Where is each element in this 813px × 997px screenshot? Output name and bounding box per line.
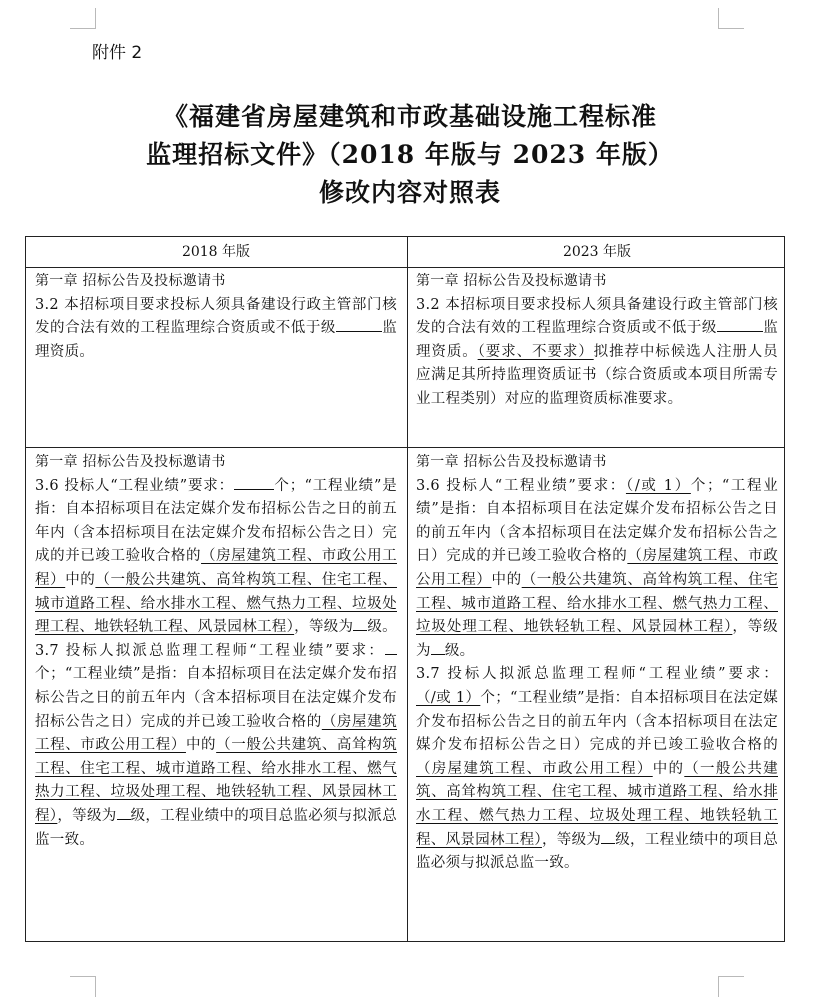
clause-text: 3.7 投标人拟派总监理工程师“工程业绩”要求：	[416, 666, 778, 683]
clause-text: 级。	[444, 642, 475, 659]
clause-text: 3.2 本招标项目要求投标人须具备建设行政主管部门核发的合法有效的工程监理综合资质或不低于级	[416, 296, 778, 337]
header-2023: 2023 年版	[562, 244, 632, 260]
crop-mark	[95, 8, 96, 28]
blank-field	[117, 805, 131, 820]
crop-mark	[95, 976, 96, 997]
blank-field	[385, 640, 397, 655]
row-divider	[26, 447, 784, 448]
clause-text: 个；“工程业绩”是指：自本招标项目在法定媒介发布招标公告之日的前五年内（含本招标项目在法定媒介发布招标公告之日）完成的并已竣工验收合格的	[416, 477, 778, 565]
crop-mark	[70, 976, 96, 977]
clause-text: ，等级为	[541, 831, 602, 848]
clause-text: 级，工程业绩中的项目总监必须与拟派总监一致。	[35, 807, 397, 848]
section-heading: 第一章 招标公告及投标邀请书	[35, 454, 226, 470]
clause-3-7	[416, 663, 778, 875]
underlined-text: （一般公共建筑、高耸构筑工程、住宅工程、城市道路工程、给水排水工程、燃气热力工程、垃圾处理工程、地铁轻轨工程、风景园林工程）	[35, 571, 398, 636]
underlined-text: （房屋建筑工程、市政公用工程）	[35, 713, 398, 754]
underlined-text: （房屋建筑工程、市政公用工程）	[35, 548, 397, 588]
section-heading: 第一章 招标公告及投标邀请书	[416, 454, 607, 470]
underlined-text: （要求、不要求）	[477, 343, 594, 360]
document-title	[120, 98, 700, 212]
underlined-text: （一般公共建筑、高耸构筑工程、住宅工程、城市道路工程、给水排水工程、燃气热力工程、垃圾处理工程、地铁轻轨工程、风景园林工程）	[35, 737, 397, 824]
crop-mark	[718, 976, 744, 977]
clause-text: 级，工程业绩中的项目总监必须与拟派总监一致。	[416, 831, 779, 872]
clause-text: 个；“工程业绩”是指：自本招标项目在法定媒介发布招标公告之日的前五年内（含本招标项目在法定媒介发布招标公告之日）完成的并已竣工验收合格的	[416, 689, 778, 754]
section-heading: 第一章 招标公告及投标邀请书	[35, 273, 226, 289]
clause-text: 级。	[367, 619, 397, 636]
title-line-2: 监理招标文件》（2018 年版与 2023 年版）	[146, 140, 674, 169]
clause-text: ，等级为	[57, 807, 117, 824]
blank-field	[601, 829, 615, 844]
header-2018: 2018 年版	[181, 244, 251, 260]
column-divider	[407, 237, 408, 941]
underlined-text: （一般公共建筑、高耸构筑工程、住宅工程、城市道路工程、给水排水工程、燃气热力工程、垃圾处理工程、地铁轻轨工程、风景园林工程）	[416, 760, 778, 848]
section-heading: 第一章 招标公告及投标邀请书	[416, 273, 607, 289]
clause-text: 中的	[185, 737, 217, 754]
clause-text: 3.7 投标人拟派总监理工程师“工程业绩”要求：	[35, 642, 385, 659]
comparison-table	[25, 236, 785, 942]
clause-text: 3.6 投标人“工程业绩”要求：	[35, 477, 234, 494]
clause-text: 3.2 本招标项目要求投标人须具备建设行政主管部门核发的合法有效的工程监理综合资质或不低于级	[35, 296, 397, 337]
clause-text: 3.6 投标人“工程业绩”要求：	[416, 477, 626, 494]
clause-3-2	[416, 294, 778, 412]
row1-right-cell	[416, 270, 778, 412]
clause-text: 拟推荐中标候选人注册人员应满足其所持监理资质证书（综合资质或本项目所需专业工程类别）对应的监理资质标准要求。	[416, 343, 778, 407]
row2-right-cell	[416, 451, 778, 876]
title-line-3: 修改内容对照表	[318, 178, 501, 207]
clause-text: ，等级为	[294, 619, 354, 636]
clause-3-2	[35, 294, 397, 365]
row-divider	[26, 267, 784, 268]
clause-text: 个；“工程业绩”是指：自本招标项目在法定媒介发布招标公告之日的前五年内（含本招标项目在法定媒介发布招标公告之日）完成的并已竣工验收合格的	[35, 666, 397, 730]
filled-blank: （/或 1）	[416, 689, 481, 706]
clause-text: 监理资质。	[35, 320, 398, 360]
attachment-label: 附件 2	[92, 43, 143, 63]
row2-left-cell	[35, 451, 397, 852]
crop-mark	[70, 28, 96, 29]
clause-text: 个；“工程业绩”是指：自本招标项目在法定媒介发布招标公告之日的前五年内（含本招标项目在法定媒介发布招标公告之日）完成的并已竣工验收合格的	[35, 477, 397, 565]
underlined-text: （房屋建筑工程、市政公用工程）	[416, 760, 653, 777]
blank-field	[431, 640, 445, 655]
clause-text: 中的	[491, 571, 522, 588]
blank-field	[353, 616, 367, 631]
crop-mark	[718, 8, 719, 28]
filled-blank: （/或 1）	[625, 477, 691, 494]
title-line-1: 《福建省房屋建筑和市政基础设施工程标准	[162, 102, 657, 131]
crop-mark	[718, 976, 719, 997]
underlined-text: （房屋建筑工程、市政公用工程）	[416, 548, 779, 588]
crop-mark	[718, 28, 744, 29]
row1-left-cell	[35, 270, 397, 364]
clause-3-7	[35, 640, 397, 852]
blank-field	[336, 317, 382, 332]
clause-text: 监理资质。	[416, 320, 779, 360]
clause-3-6	[416, 475, 778, 664]
blank-field	[717, 317, 763, 332]
clause-3-6	[35, 475, 397, 640]
clause-text: 中的	[652, 760, 685, 777]
blank-field	[234, 475, 274, 490]
clause-text: ，等级为	[416, 619, 778, 659]
underlined-text: （一般公共建筑、高耸构筑工程、住宅工程、城市道路工程、给水排水工程、燃气热力工程、垃圾处理工程、地铁轻轨工程、风景园林工程）	[416, 571, 779, 636]
clause-text: 中的	[65, 571, 96, 588]
